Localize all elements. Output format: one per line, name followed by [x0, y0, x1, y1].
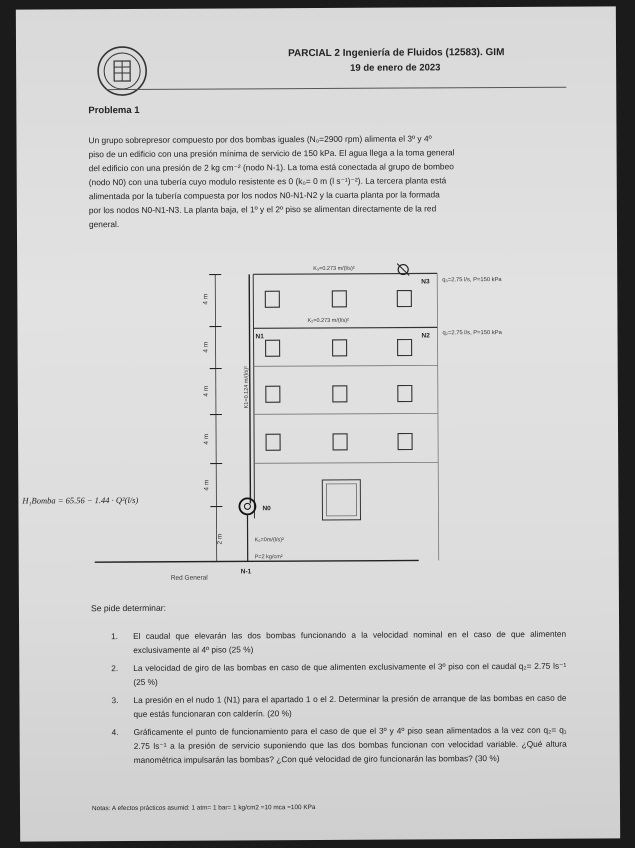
node-n2: N2	[421, 332, 430, 340]
notes: Notas: A efectos prácticos asumid: 1 atm= 1 bar= 1 kg/cm2 =10 mca =100 KPa	[91, 804, 316, 813]
dim-label: 4 m	[202, 293, 210, 305]
item-text: Gráficamente el punto de funcionamiento para el caso de que el 3º y 4º piso sean alimentados a la vez con q₂= q₁ 2.75 ls⁻¹ a la presión de servicio suponiendo que las dos bombas funcionan con velocidad variable. ¿Qué altura manométrica impulsarán las bombas? ¿Con qué velocidad de giro funcionarán las bombas? (30 %)	[133, 724, 567, 765]
node-n3: N3	[421, 278, 430, 286]
node-n1: N1	[255, 333, 264, 341]
dim-label: 4 m	[203, 479, 211, 491]
list-item	[112, 723, 567, 767]
statement-line: alimentada por la tubería compuesta por los nodos N0-N1-N2 y la cuarta planta por la formada	[88, 189, 440, 202]
item-number: 2.	[111, 663, 119, 674]
door	[322, 480, 360, 520]
exam-date: 19 de enero de 2023	[350, 62, 441, 74]
ground-line	[95, 560, 419, 562]
header-divider	[106, 87, 566, 90]
node-nm1: N-1	[240, 568, 252, 576]
item-number: 4.	[111, 727, 119, 738]
floor-line-4	[253, 327, 437, 328]
dim-label: 4 m	[202, 341, 210, 353]
problem-title: Problema 1	[88, 104, 140, 117]
questions-intro: Se pide determinar:	[90, 602, 166, 614]
k3-label: K₃=0.273 m/(l/s)²	[313, 265, 355, 273]
roof-line	[253, 273, 437, 274]
q3-label: q₃=2.75 l/s, P=150 kPa	[442, 277, 502, 284]
pump-curve-equation: H₁Bomba = 65.56 − 1.44 · Q²(l/s)	[22, 494, 139, 506]
list-item	[111, 691, 566, 721]
floor-line-1	[254, 462, 438, 463]
windows	[265, 291, 412, 451]
floor-line-2	[254, 413, 438, 414]
k1-label: K1=0.124 m/(l/s)²	[243, 366, 250, 409]
statement-line: piso de un edificio con una presión mínima de servicio de 150 kPa. El agua llega a la toma general	[88, 147, 455, 160]
red-general-label: Red General	[170, 574, 208, 582]
exam-sheet	[16, 6, 620, 841]
pump-icon	[239, 498, 255, 514]
inlet-pressure-label: P=2 kg/cm²	[254, 554, 283, 561]
item-number: 3.	[111, 695, 119, 706]
dim-label: 2 m	[216, 533, 224, 545]
dim-label: 4 m	[202, 385, 210, 397]
building-diagram	[17, 246, 619, 589]
item-text: El caudal que elevarán las dos bombas funcionando a la velocidad nominal en el caso de que alimenten exclusivamente al 4º piso (25 %)	[133, 628, 567, 655]
statement-line: Un grupo sobrepresor compuesto por dos bombas iguales (N₀=2900 rpm) alimenta el 3º y 4º	[88, 133, 432, 146]
q2-label: q₂=2.75 l/s, P=150 kPa	[442, 330, 502, 337]
exam-title: PARCIAL 2 Ingeniería de Fluidos (12583). GIM	[288, 47, 505, 60]
item-number: 1.	[111, 631, 119, 642]
item-text: La velocidad de giro de las bombas en caso de que alimenten exclusivamente el 3º piso con el caudal q₂= 2.75 ls⁻¹ (25 %)	[133, 660, 567, 687]
building-right-wall	[437, 273, 439, 560]
item-text: La presión en el nudo 1 (N1) para el apartado 1 o el 2. Determinar la presión de arranque de las bombas en caso de que estás funcionaran con calderín. (20 %)	[133, 692, 567, 719]
problem-statement	[88, 131, 549, 231]
floor-line-3	[254, 365, 438, 366]
statement-line: general.	[88, 219, 120, 230]
building-left-wall	[253, 274, 254, 518]
statement-line: (nodo N0) con una tubería cuyo modulo resistente es 0 (k₀= 0 m (l s⁻¹)⁻²). La tercera planta está	[88, 175, 447, 188]
dimension-line	[215, 275, 217, 562]
questions-list	[111, 627, 567, 771]
list-item	[111, 627, 566, 657]
list-item	[111, 659, 566, 689]
k2-label: K₂=0.273 m/(l/s)²	[307, 317, 349, 325]
door-inner	[326, 484, 356, 516]
node-n0: N0	[262, 505, 271, 513]
statement-line: del edificio con una presión de 2 kg cm⁻² (nodo N-1). La toma está conectada al grupo de bombeo	[88, 161, 454, 174]
k0-label: K₀=0m/(l/s)²	[254, 537, 284, 544]
statement-line: por los nodos N0-N1-N3. La planta baja, el 1º y el 2º piso se alimentan directamente de la red	[88, 203, 437, 216]
dim-label: 4 m	[203, 433, 211, 445]
